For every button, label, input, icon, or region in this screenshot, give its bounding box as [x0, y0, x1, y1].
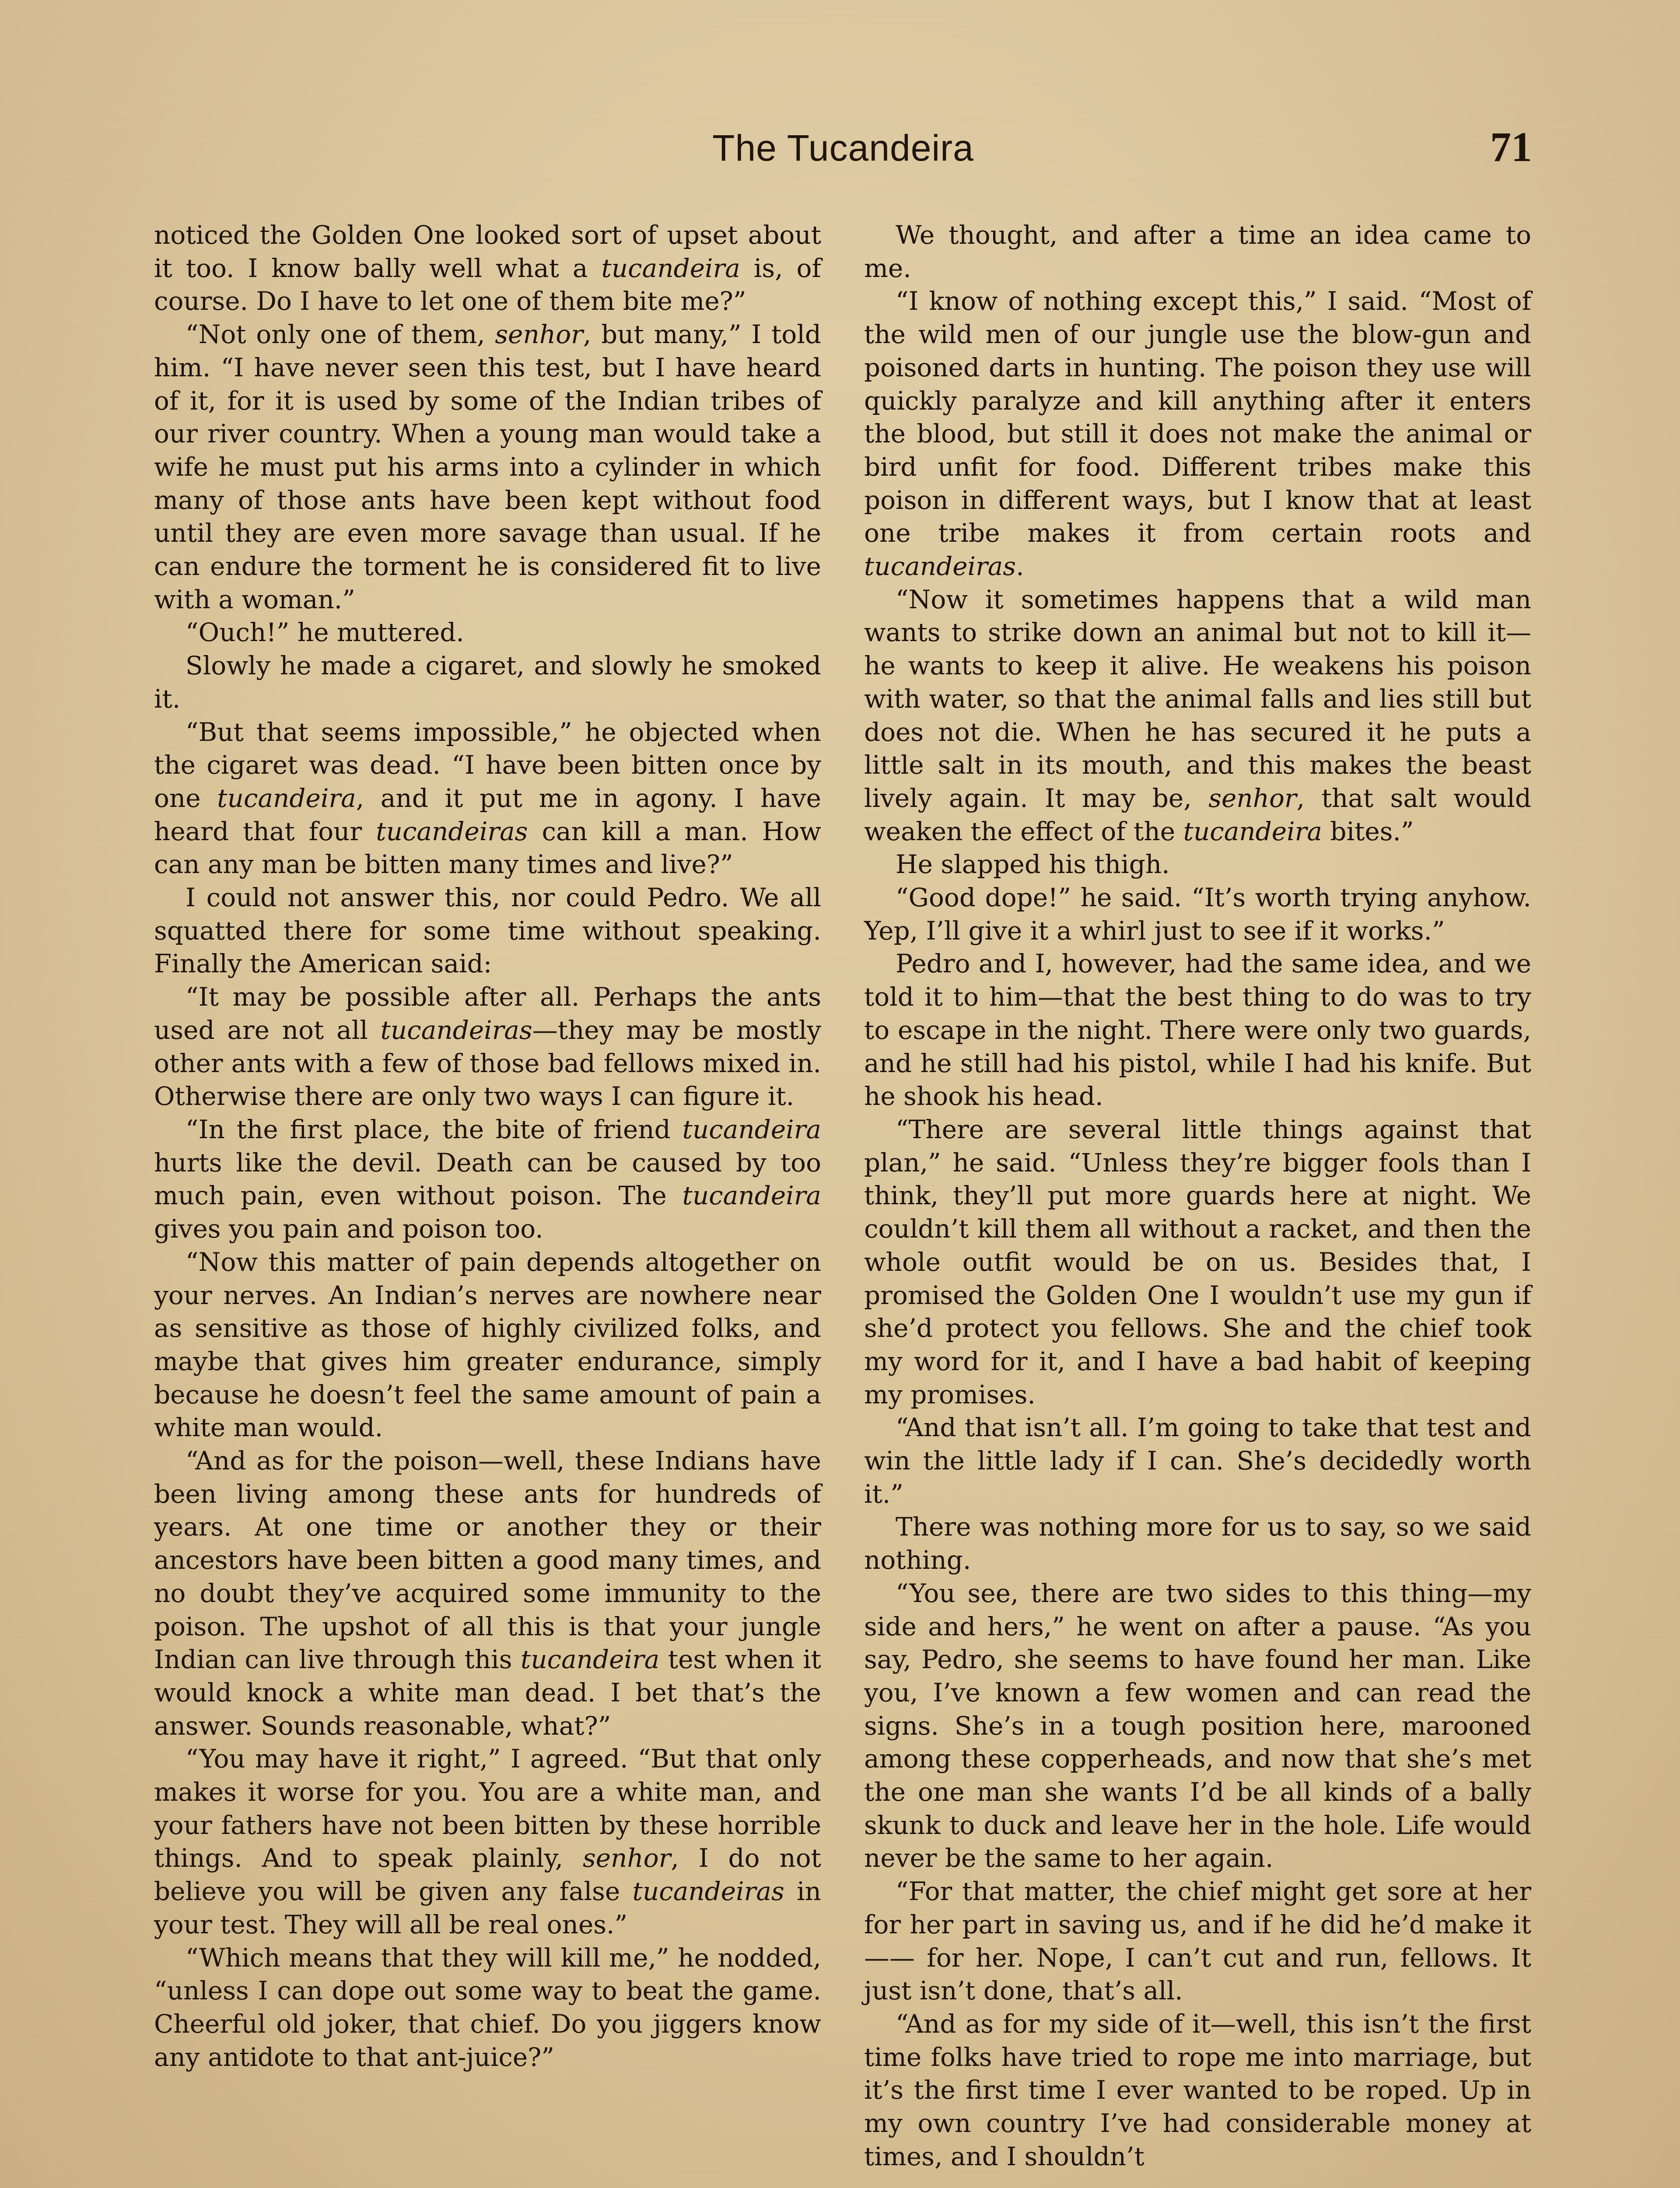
- text-run: test when it would knock a white man dead. I bet that’s the answer. Sounds reasonable, what?”: [154, 1645, 821, 1741]
- paragraph: [864, 1511, 1531, 1577]
- text-run: noticed the Golden One looked sort of upset about it too. I know bally well what a: [154, 220, 821, 283]
- text-run: —they may be mostly other ants with a few of those bad fellows mixed in. Otherwise there are only two ways I can figure it.: [154, 1015, 821, 1112]
- paragraph: [154, 716, 821, 882]
- paragraph: [154, 219, 821, 318]
- italic-text: senhor: [1208, 783, 1297, 813]
- italic-text: tucandeira: [682, 1181, 821, 1211]
- text-run: , that salt would weaken the effect of the: [864, 783, 1531, 846]
- italic-text: senhor: [495, 319, 583, 350]
- text-run: “But that seems impossible,” he objected when the cigaret was dead. “I have been bitten once by one: [154, 717, 821, 813]
- text-run: “And as for my side of it—well, this isn’t the first time folks have tried to rope me into marriage, but it’s the first time I ever wanted to be roped. Up in my own country I’ve had considerable money at times, and I shouldn’t: [864, 2009, 1531, 2171]
- italic-text: tucandeiras: [864, 551, 1016, 582]
- text-run: hurts like the devil. Death can be caused by too much pain, even without poison. The: [154, 1147, 821, 1211]
- italic-text: tucandeiras: [376, 816, 528, 846]
- text-run: Pedro and I, however, had the same idea, and we told it to him—that the best thing to do was to try to escape in the night. There were only two guards, and he still had his pistol, while I had his knife. But he shook his head.: [864, 949, 1531, 1112]
- text-run: , I do not believe you will be given any false: [154, 1843, 821, 1907]
- text-run: “Now it sometimes happens that a wild man wants to strike down an animal but not to kill it—he wants to keep it alive. He weakens his poison with water, so that the animal falls and lies still but does not die. When he has secured it he puts a little salt in its mouth, and this makes the beast lively again. It may be,: [864, 584, 1531, 813]
- text-column-left: [154, 219, 821, 2074]
- text-run: I could not answer this, nor could Pedro. We all squatted there for some time without speaking. Finally the American said:: [154, 883, 821, 979]
- paragraph: [864, 1113, 1531, 1411]
- paragraph: [864, 583, 1531, 849]
- text-run: “There are several little things against that plan,” he said. “Unless they’re bigger fools than I think, they’ll put more guards here at night. We couldn’t kill them all without a racket, and then the whole outfit would be on us. Besides that, I promised the Golden One I wouldn’t use my gun if she’d protect you fellows. She and the chief took my word for it, and I have a bad habit of keeping my promises.: [864, 1114, 1531, 1410]
- paragraph: [154, 881, 821, 981]
- italic-text: tucandeira: [520, 1645, 660, 1675]
- paragraph: [154, 649, 821, 715]
- text-run: in your test. They will all be real ones.”: [154, 1876, 821, 1939]
- text-run: , and it put me in agony. I have heard that four: [154, 783, 821, 846]
- paragraph: [154, 1246, 821, 1445]
- italic-text: tucandeira: [682, 1114, 821, 1144]
- text-run: “And that isn’t all. I’m going to take that test and win the little lady if I can. She’s decidedly worth it.”: [864, 1413, 1531, 1509]
- italic-text: tucandeiras: [632, 1876, 784, 1907]
- page-number: 71: [1490, 123, 1532, 170]
- text-run: “Now this matter of pain depends altogether on your nerves. An Indian’s nerves are nowhere near as sensitive as those of highly civilized folks, and maybe that gives him greater endurance, simply because he doesn’t feel the same amount of pain a white man would.: [154, 1247, 821, 1443]
- italic-text: tucandeiras: [380, 1015, 532, 1045]
- italic-text: tucandeira: [1183, 816, 1322, 846]
- text-run: “You may have it right,” I agreed. “But that only makes it worse for you. You are a white man, and your fathers have not been bitten by these horrible things. And to speak plainly,: [154, 1744, 821, 1873]
- text-run: bites.”: [1322, 816, 1414, 846]
- paragraph: [864, 848, 1531, 881]
- paragraph: [864, 1577, 1531, 1875]
- text-run: .: [1016, 551, 1024, 582]
- text-run: “I know of nothing except this,” I said. “Most of the wild men of our jungle use the blow-gun and poisoned darts in hunting. The poison they use will quickly paralyze and kill anything after it enters the blood, but still it does not make the animal or bird unfit for food. Different tribes make this poison in different ways, but I know that at least one tribe makes it from certain roots and: [864, 286, 1531, 548]
- text-run: “Not only one of them,: [186, 319, 495, 350]
- text-run: He slapped his thigh.: [896, 849, 1170, 880]
- paragraph: [154, 981, 821, 1113]
- text-run: “Ouch!” he muttered.: [186, 617, 464, 648]
- text-run: “Which means that they will kill me,” he nodded, “unless I can dope out some way to beat the game. Cheerful old joker, that chief. Do you jiggers know any antidote to that ant-juice?”: [154, 1943, 821, 2072]
- paragraph: [154, 1942, 821, 2074]
- italic-text: senhor: [582, 1843, 671, 1873]
- paragraph: [154, 1113, 821, 1246]
- text-run: Slowly he made a cigaret, and slowly he smoked it.: [154, 651, 821, 714]
- paragraph: [864, 1875, 1531, 2008]
- paragraph: [864, 2008, 1531, 2174]
- paragraph: [864, 1411, 1531, 1511]
- text-run: “In the first place, the bite of friend: [186, 1114, 682, 1144]
- paragraph: [864, 219, 1531, 285]
- paragraph: [864, 947, 1531, 1113]
- text-run: , but many,” I told him. “I have never seen this test, but I have heard of it, for it is used by some of the Indian tribes of our river country. When a young man would take a wife he must put his arms into a cylinder in which many of those ants have been kept without food until they are even more savage than usual. If he can endure the torment he is considered fit to live with a woman.”: [154, 319, 822, 614]
- text-run: “You see, there are two sides to this thing—my side and hers,” he went on after a pause. “As you say, Pedro, she seems to have found her man. Like you, I’ve known a few women and can read the signs. She’s in a tough position here, marooned among these copperheads, and now that she’s met the one man she wants I’d be all kinds of a bally skunk to duck and leave her in the hole. Life would never be the same to her again.: [864, 1578, 1531, 1873]
- paragraph: [864, 881, 1531, 947]
- text-run: “Good dope!” he said. “It’s worth trying anyhow. Yep, I’ll give it a whirl just to see if it works.”: [864, 883, 1531, 946]
- italic-text: tucandeira: [601, 253, 740, 283]
- text-run: There was nothing more for us to say, so we said nothing.: [864, 1512, 1531, 1575]
- text-column-right: [864, 219, 1531, 2173]
- text-run: “For that matter, the chief might get sore at her for her part in saving us, and if he did he’d make it —— for her. Nope, I can’t cut and run, fellows. It just isn’t done, that’s all.: [864, 1876, 1531, 2006]
- page-header: [154, 123, 1532, 193]
- text-run: “It may be possible after all. Perhaps the ants used are not all: [154, 982, 821, 1045]
- paragraph: [864, 285, 1531, 583]
- paragraph: [154, 1445, 821, 1743]
- paragraph: [154, 1743, 821, 1941]
- paragraph: [154, 318, 821, 616]
- running-title: The Tucandeira: [712, 127, 974, 168]
- text-run: is, of course. Do I have to let one of them bite me?”: [154, 253, 822, 316]
- text-run: can kill a man. How can any man be bitten many times and live?”: [154, 816, 821, 880]
- text-run: We thought, and after a time an idea came to me.: [864, 220, 1531, 283]
- italic-text: tucandeira: [217, 783, 356, 813]
- text-run: “And as for the poison—well, these Indians have been living among these ants for hundreds of years. At one time or another they or their ancestors have been bitten a good many times, and no doubt they’ve acquired some immunity to the poison. The upshot of all this is that your jungle Indian can live through this: [154, 1446, 821, 1675]
- text-run: gives you pain and poison too.: [154, 1214, 543, 1244]
- paragraph: [154, 616, 821, 649]
